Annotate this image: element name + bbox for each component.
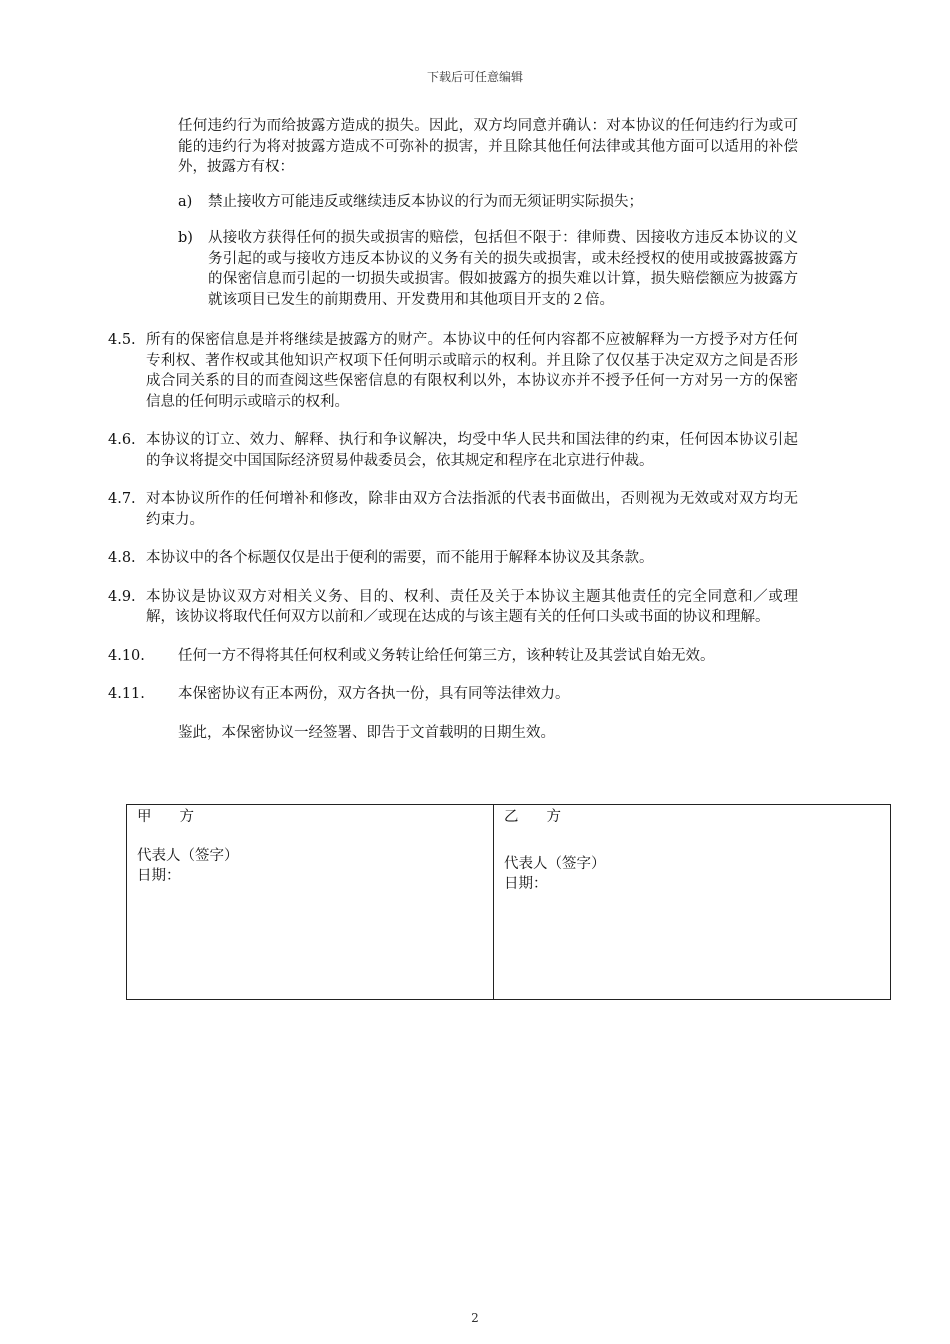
closing-statement: 鉴此，本保密协议一经签署、即告于文首载明的日期生效。 bbox=[178, 724, 555, 741]
clause-number: 4.5. bbox=[108, 332, 136, 348]
clause-text: 任何一方不得将其任何权利或义务转让给任何第三方，该种转让及其尝试自始无效。 bbox=[178, 647, 715, 664]
clause-text: 本保密协议有正本两份，双方各执一份，具有同等法律效力。 bbox=[178, 686, 570, 702]
list-item-a bbox=[178, 192, 798, 213]
clause-text: 对本协议所作的任何增补和修改，除非由双方合法指派的代表书面做出，否则视为无效或对双方均无约束力。 bbox=[146, 491, 798, 528]
party-b-representative: 代表人（签字） bbox=[504, 855, 606, 872]
list-item-label: b) bbox=[178, 230, 193, 246]
clause-number: 4.7. bbox=[108, 491, 136, 507]
clause-number: 4.8. bbox=[108, 550, 136, 566]
clause-4-7 bbox=[108, 489, 798, 530]
intro-paragraph: 任何违约行为而给披露方造成的损失。因此，双方均同意并确认：对本协议的任何违约行为或可能的违约行为将对披露方造成不可弥补的损害，并且除其他任何法律或其他方面可以适用的补偿外，披露方有权： bbox=[178, 118, 798, 175]
clause-number: 4.11. bbox=[108, 686, 145, 702]
clause-4-5 bbox=[108, 330, 798, 412]
clause-text: 本协议中的各个标题仅仅是出于便利的需要，而不能用于解释本协议及其条款。 bbox=[146, 550, 654, 566]
clause-4-6 bbox=[108, 430, 798, 471]
clause-number: 4.9. bbox=[108, 588, 136, 605]
document-body bbox=[108, 116, 798, 758]
clause-number: 4.6. bbox=[108, 432, 136, 448]
clause-text: 本协议的订立、效力、解释、执行和争议解决，均受中华人民共和国法律的约束，任何因本协议引起的争议将提交中国国际经济贸易仲裁委员会，依其规定和程序在北京进行仲裁。 bbox=[146, 432, 798, 469]
list-item-b bbox=[178, 228, 798, 310]
clause-text: 本协议是协议双方对相关义务、目的、权利、责任及关于本协议主题其他责任的完全同意和／或理解，该协议将取代任何双方以前和／或现在达成的与该主题有关的任何口头或书面的协议和理解。 bbox=[146, 588, 798, 625]
list-item-label: a) bbox=[178, 193, 193, 210]
list-item-text: 从接收方获得任何的损失或损害的赔偿，包括但不限于：律师费、因接收方违反本协议的义务引起的或与接收方违反本协议的义务有关的损失或损害，或未经授权的使用或披露披露方的保密信息而引起的一切损失或损害。假如披露方的损失难以计算，损失赔偿额应为披露方就该项目已发生的前期费用、开发费用和其他项目开支的２倍。 bbox=[208, 230, 798, 308]
page-header: 下载后可任意编辑 bbox=[426, 70, 523, 84]
party-a-title: 甲方 bbox=[137, 809, 222, 825]
party-b-title: 乙方 bbox=[504, 809, 589, 825]
party-b-date: 日期： bbox=[504, 876, 548, 892]
clause-4-10 bbox=[108, 646, 798, 667]
party-a-representative: 代表人（签字） bbox=[137, 847, 239, 864]
signature-table bbox=[126, 804, 891, 1000]
clause-text: 所有的保密信息是并将继续是披露方的财产。本协议中的任何内容都不应被解释为一方授予对方任何专利权、著作权或其他知识产权项下任何明示或暗示的权利。并且除了仅仅基于决定双方之间是否形成合同关系的目的而查阅这些保密信息的有限权利以外，本协议亦并不授予任何一方对另一方的保密信息的任何明示或暗示的权利。 bbox=[146, 332, 798, 410]
list-item-text: 禁止接收方可能违反或继续违反本协议的行为而无须证明实际损失； bbox=[208, 193, 643, 210]
page-number: 2 bbox=[471, 1311, 479, 1325]
clause-4-9 bbox=[108, 587, 798, 628]
party-a-date: 日期： bbox=[137, 868, 181, 884]
clause-4-11 bbox=[108, 684, 798, 705]
clause-4-8 bbox=[108, 548, 798, 569]
clause-number: 4.10. bbox=[108, 647, 145, 664]
party-a-cell bbox=[127, 805, 494, 1000]
party-b-cell bbox=[494, 805, 891, 1000]
